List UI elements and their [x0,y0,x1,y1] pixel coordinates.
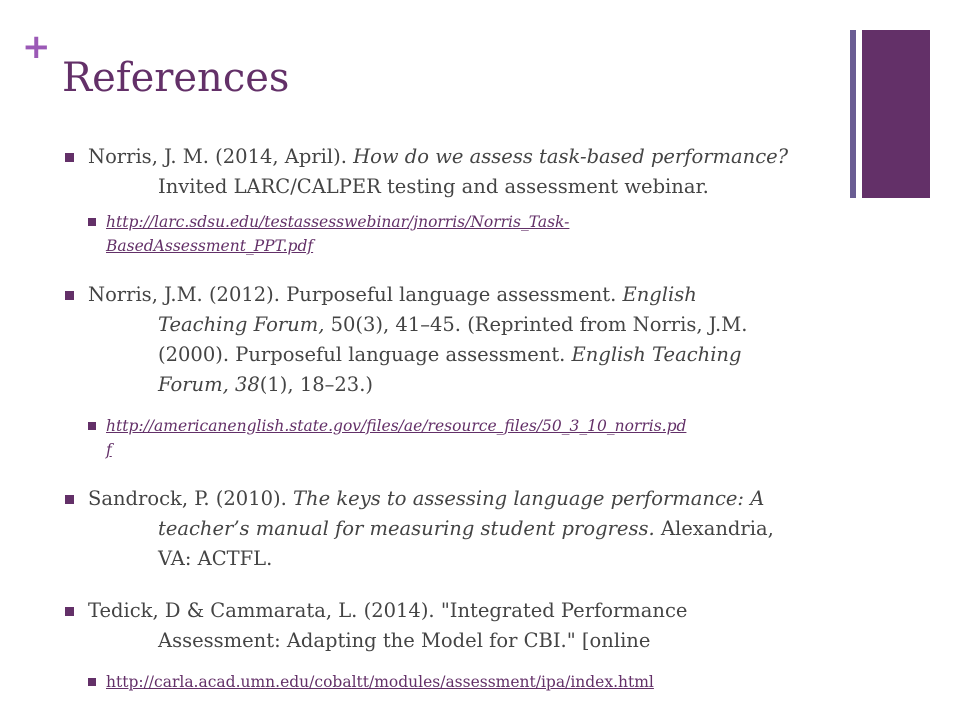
reference-text: Norris, J. M. (2014, April). [88,145,354,168]
square-bullet-icon [65,153,74,162]
reference-item [62,280,842,400]
square-bullet-icon [65,291,74,300]
accent-bar-thin [850,30,856,198]
reference-title: How do we assess task-based performance? [353,145,789,168]
reference-item [62,484,842,574]
reference-text: VA: ACTFL. [158,547,273,570]
reference-link[interactable]: http://americanenglish.state.gov/files/ae/resource_files/50_3_10_norris.pd f [106,417,687,459]
reference-text: Invited LARC/CALPER testing and assessment webinar. [158,175,709,198]
reference-link-item [62,670,842,694]
reference-text: Tedick, D & Cammarata, L. (2014). "Integrated Performance [88,599,688,622]
reference-text: teacher’s manual for measuring student progress. Alexandria, [158,517,774,540]
reference-text: Forum, 38(1), 18–23.) [158,373,373,396]
reference-link[interactable]: http://carla.acad.umn.edu/cobaltt/modules/assessment/ipa/index.html [106,673,654,691]
reference-title: English [622,283,697,306]
reference-text: Assessment: Adapting the Model for CBI." [online [158,629,651,652]
square-bullet-icon [65,607,74,616]
square-bullet-icon [88,678,96,686]
reference-item [62,142,842,202]
reference-item [62,596,842,656]
reference-text: Sandrock, P. (2010). [88,487,294,510]
square-bullet-icon [65,495,74,504]
square-bullet-icon [88,422,96,430]
slide-title: References [62,55,290,101]
reference-link-item [62,210,842,258]
reference-link-item [62,414,842,462]
reference-text: Teaching Forum, 50(3), 41–45. (Reprinted from Norris, J.M. [158,313,748,336]
reference-text: Norris, J.M. (2012). Purposeful language assessment. [88,283,623,306]
reference-link[interactable]: http://larc.sdsu.edu/testassesswebinar/jnorris/Norris_Task- BasedAssessment_PPT.pdf [106,213,570,255]
plus-icon: + [22,27,51,67]
accent-bar-thick [862,30,930,198]
references-list [62,142,842,694]
reference-title: The keys to assessing language performance: A [293,487,765,510]
reference-text: (2000). Purposeful language assessment. English Teaching [158,343,742,366]
square-bullet-icon [88,218,96,226]
